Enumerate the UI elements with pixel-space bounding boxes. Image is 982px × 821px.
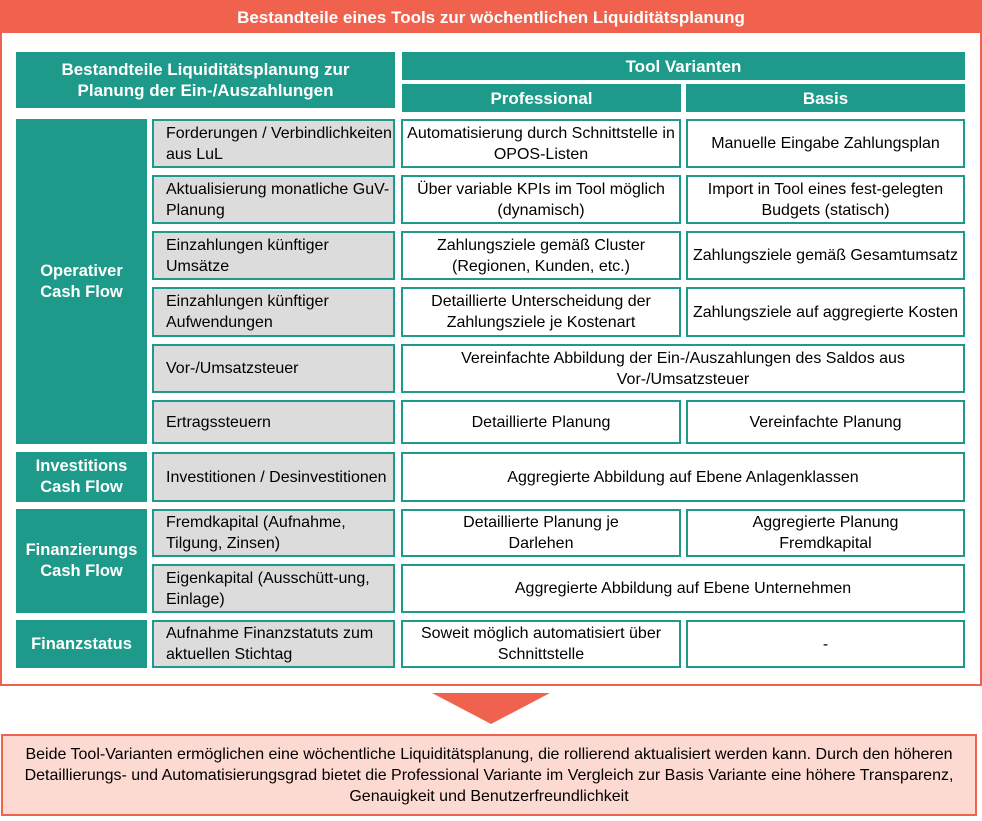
row-basis-ertragssteuern: Vereinfachte Planung	[686, 400, 965, 444]
row-professional-ertragssteuern: Detaillierte Planung	[401, 400, 681, 444]
row-professional-umsaetze: Zahlungsziele gemäß Cluster (Regionen, Kunden, etc.)	[401, 231, 681, 280]
row-label-investitionen: Investitionen / Desinvestitionen	[152, 452, 395, 502]
category-finanzstatus: Finanzstatus	[16, 620, 147, 668]
row-combined-investitionen: Aggregierte Abbildung auf Ebene Anlagenklassen	[401, 452, 965, 502]
category-finanzierungs-cash-flow: Finanzierungs Cash Flow	[16, 509, 147, 613]
row-label-forderungen: Forderungen / Verbindlichkeiten aus LuL	[152, 119, 395, 168]
row-label-eigenkapital: Eigenkapital (Ausschütt-ung, Einlage)	[152, 564, 395, 613]
row-label-aufwendungen: Einzahlungen künftiger Aufwendungen	[152, 287, 395, 337]
header-tool-variants: Tool Varianten	[402, 52, 965, 80]
row-basis-umsaetze: Zahlungsziele gemäß Gesamtumsatz	[686, 231, 965, 280]
row-professional-forderungen: Automatisierung durch Schnittstelle in OPOS-Listen	[401, 119, 681, 168]
row-professional-fremdkapital: Detaillierte Planung je Darlehen	[401, 509, 681, 557]
category-investitions-cash-flow: Investitions Cash Flow	[16, 452, 147, 502]
summary-box: Beide Tool-Varianten ermöglichen eine wöchentliche Liquiditätsplanung, die rollierend aktualisiert werden kann. Durch den höheren Detaillierungs- und Automatisierungsgrad bietet die Professional Variante im Vergleich zur Basis Variante eine höhere Transparenz, Genauigkeit und Benutzerfreundlichkeit	[1, 734, 977, 816]
row-basis-guv-planung: Import in Tool eines fest-gelegten Budgets (statisch)	[686, 175, 965, 224]
row-label-umsatzsteuer: Vor-/Umsatzsteuer	[152, 344, 395, 393]
row-professional-aufwendungen: Detaillierte Unterscheidung der Zahlungsziele je Kostenart	[401, 287, 681, 337]
row-label-fremdkapital: Fremdkapital (Aufnahme, Tilgung, Zinsen)	[152, 509, 395, 557]
header-professional: Professional	[402, 84, 681, 112]
header-basis: Basis	[686, 84, 965, 112]
row-label-ertragssteuern: Ertragssteuern	[152, 400, 395, 444]
row-combined-umsatzsteuer: Vereinfachte Abbildung der Ein-/Auszahlungen des Saldos aus Vor-/Umsatzsteuer	[401, 344, 965, 393]
row-label-umsaetze: Einzahlungen künftiger Umsätze	[152, 231, 395, 280]
row-basis-aufwendungen: Zahlungsziele auf aggregierte Kosten	[686, 287, 965, 337]
row-professional-finanzstatus: Soweit möglich automatisiert über Schnittstelle	[401, 620, 681, 668]
row-professional-guv-planung: Über variable KPIs im Tool möglich (dynamisch)	[401, 175, 681, 224]
category-operativer-cash-flow: Operativer Cash Flow	[16, 119, 147, 444]
row-basis-finanzstatus: -	[686, 620, 965, 668]
row-combined-eigenkapital: Aggregierte Abbildung auf Ebene Unternehmen	[401, 564, 965, 613]
row-basis-fremdkapital: Aggregierte Planung Fremdkapital	[686, 509, 965, 557]
down-arrow-icon	[432, 693, 550, 724]
header-components: Bestandteile Liquiditätsplanung zur Planung der Ein-/Auszahlungen	[16, 52, 395, 108]
row-basis-forderungen: Manuelle Eingabe Zahlungsplan	[686, 119, 965, 168]
page-title: Bestandteile eines Tools zur wöchentlichen Liquiditätsplanung	[2, 2, 980, 33]
row-label-guv-planung: Aktualisierung monatliche GuV-Planung	[152, 175, 395, 224]
row-label-finanzstatus: Aufnahme Finanzstatuts zum aktuellen Stichtag	[152, 620, 395, 668]
